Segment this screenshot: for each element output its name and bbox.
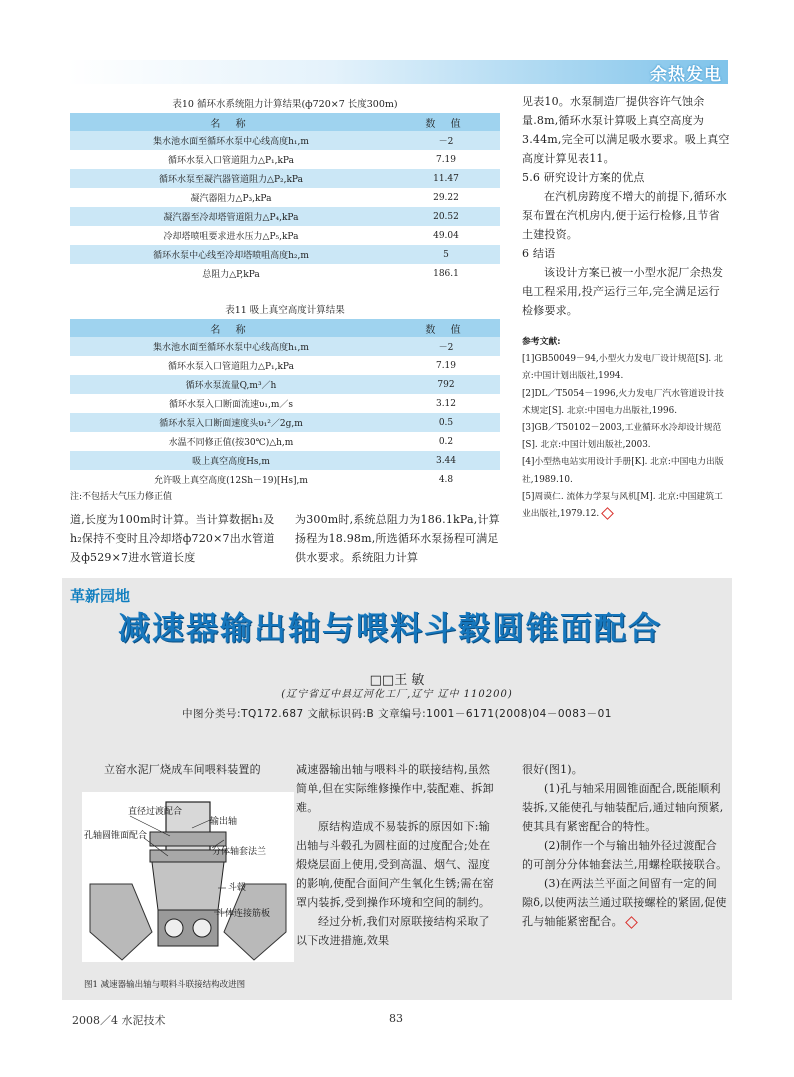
paragraph: 该设计方案已被一小型水泥厂余热发电工程采用,投产运行三年,完全满足运行检修要求。 (522, 266, 724, 317)
table-row (70, 188, 500, 207)
figure-label: 直径过渡配合 (128, 807, 183, 817)
table11-header-value: 数 值 (392, 319, 500, 337)
figure-label: 分体轴套法兰 (212, 847, 267, 857)
figure-label: 斗毂 (228, 883, 247, 893)
footer-page-number: 83 (389, 1012, 403, 1025)
article-meta: 中图分类号:TQ172.687 文献标识码:B 文章编号:1001－6171(2008)04－0083－01 (182, 708, 612, 720)
bolt-left (165, 919, 183, 937)
reference-item: [2]DL／T5054－1996,火力发电厂汽水管道设计技术规定[S]. 北京:中国电力出版社,1996. (522, 388, 724, 416)
reference-item: [4]小型热电站实用设计手册[K]. 北京:中国电力出版社,1989.10. (522, 457, 724, 485)
paragraph: (1)孔与轴采用圆锥面配合,既能顺利装拆,又能使孔与轴装配后,通过轴向预紧,使其具有紧密配合的特性。 (522, 782, 724, 833)
column-section-label: 革新园地 (70, 587, 131, 605)
article-title: 减速器输出轴与喂料斗毂圆锥面配合 (118, 609, 663, 647)
section-heading: 5.6 研究设计方案的优点 (522, 171, 645, 184)
table10-caption: 表10 循环水系统阻力计算结果(ф720×7 长度300m) (172, 99, 398, 110)
table10-cell-name: 总阻力△P,kPa (70, 264, 392, 283)
table11-cell-name: 水温不同修正值(按30℃)△h,m (70, 432, 392, 451)
table11-cell-value: 7.19 (392, 356, 500, 375)
table10-cell-name: 循环水泵至凝汽器管道阻力△P₂,kPa (70, 169, 392, 188)
table11 (70, 319, 500, 489)
table11-caption: 表11 吸上真空高度计算结果 (225, 305, 345, 316)
reference-item: [3]GB／T50102－2003,工业循环水冷却设计规范[S]. 北京:中国计划出版社,2003. (522, 423, 722, 451)
table10-header-name: 名 称 (70, 113, 392, 131)
figure-caption: 图1 减速器输出轴与喂料斗联接结构改进图 (84, 980, 246, 990)
table11-cell-name: 集水池水面至循环水泵中心线高度h₁,m (70, 337, 392, 356)
table11-cell-name: 循环水泵入口断面速度头υ₁²／2g,m (70, 413, 392, 432)
reference-item: [1]GB50049－94,小型火力发电厂设计规范[S]. 北京:中国计划出版社,1994. (522, 354, 723, 382)
table11-cell-value: 4.8 (392, 470, 500, 489)
table11-cell-value: 792 (392, 375, 500, 394)
table-row (70, 150, 500, 169)
table-row (70, 169, 500, 188)
table-row (70, 413, 500, 432)
upper-body-col2 (295, 510, 505, 567)
table10-header-value: 数 值 (392, 113, 500, 131)
table11-cell-value: 3.44 (392, 451, 500, 470)
flange-upper (150, 832, 226, 846)
article-col2 (296, 760, 500, 950)
table10-cell-value: －2 (392, 131, 500, 150)
table-row (70, 264, 500, 283)
paragraph: 见表10。水泵制造厂提供容许气蚀余量.8m,循环水泵计算吸上真空高度为3.44m,完全可以满足吸水要求。吸上真空高度计算见表11。 (522, 95, 730, 165)
paragraph: (2)制作一个与输出轴外径过渡配合的可剖分分体轴套法兰,用螺栓联接联合。 (522, 839, 728, 871)
paragraph: 为300m时,系统总阻力为186.1kPa,计算扬程为18.98m,所选循环水泵扬程可满足供水要求。系统阻力计算 (295, 513, 500, 564)
table-row (70, 226, 500, 245)
paragraph: 原结构造成不易装拆的原因如下:输出轴与斗毂孔为圆柱面的过度配合;处在煅烧层面上使用,受到高温、烟气、湿度的影响,使配合面间产生氧化生锈;需在窑罩内装拆,受到操作环境和空间的制约。 (296, 820, 495, 909)
upper-body-col1 (70, 510, 282, 567)
end-mark-icon (625, 916, 638, 929)
paragraph: 立窑水泥厂烧成车间喂料装置的 (104, 763, 261, 776)
table11-cell-name: 循环水泵入口管道阻力△P₁,kPa (70, 356, 392, 375)
table-row (70, 207, 500, 226)
end-mark-icon (601, 507, 614, 520)
bolt-right (193, 919, 211, 937)
hopper-hub (152, 862, 224, 910)
paragraph: 在汽机房跨度不增大的前提下,循环水泵布置在汽机房内,便于运行检修,且节省土建投资。 (522, 190, 727, 241)
reference-text: [5]周谟仁. 流体力学泵与风机[M]. 北京:中国建筑工业出版社,1979.12. (522, 491, 723, 520)
paragraph-text: (3)在两法兰平面之间留有一定的间隙δ,以使两法兰通过联接螺栓的紧固,促使孔与轴能紧密配合。 (522, 877, 727, 928)
figure-label: 孔轴圆锥面配合 (84, 831, 148, 841)
table10-cell-value: 186.1 (392, 264, 500, 283)
table11-cell-value: －2 (392, 337, 500, 356)
table10-cell-value: 20.52 (392, 207, 500, 226)
article-col3 (522, 760, 728, 931)
table10-cell-value: 7.19 (392, 150, 500, 169)
section-heading: 6 结语 (522, 247, 556, 260)
article-affiliation: (辽宁省辽中县辽河化工厂,辽宁 辽中 110200) (281, 689, 513, 700)
table11-note: 注:不包括大气压力修正值 (70, 492, 173, 502)
table10-cell-value: 29.22 (392, 188, 500, 207)
table10-cell-name: 循环水泵中心线至冷却塔喷咀高度h₂,m (70, 245, 392, 264)
table10-cell-name: 冷却塔喷咀要求进水压力△P₅,kPa (70, 226, 392, 245)
table11-cell-value: 0.2 (392, 432, 500, 451)
table-row (70, 245, 500, 264)
table11-cell-name: 循环水泵入口断面流速υ₁,m／s (70, 394, 392, 413)
table-row (70, 432, 500, 451)
table10-cell-name: 集水池水面至循环水泵中心线高度h₁,m (70, 131, 392, 150)
table11-cell-name: 吸上真空高度Hs,m (70, 451, 392, 470)
reference-item (522, 489, 730, 523)
figure-1-diagram (82, 792, 294, 962)
article-col1 (82, 760, 292, 779)
table-row (70, 451, 500, 470)
table10 (70, 113, 500, 283)
table-row (70, 337, 500, 356)
table10-cell-name: 凝汽器阻力△P₃,kPa (70, 188, 392, 207)
table11-header-name: 名 称 (70, 319, 392, 337)
figure-label: 输出轴 (210, 817, 238, 827)
table11-cell-value: 0.5 (392, 413, 500, 432)
paragraph (522, 874, 728, 931)
table11-cell-value: 3.12 (392, 394, 500, 413)
table-row (70, 470, 500, 489)
table11-cell-name: 允许吸上真空高度(12Sh－19)[Hs],m (70, 470, 392, 489)
table10-cell-name: 凝汽器至冷却塔管道阻力△P₄,kPa (70, 207, 392, 226)
paragraph: 经过分析,我们对原联接结构采取了以下改进措施,效果 (296, 915, 490, 947)
section-header-label: 余热发电 (650, 65, 722, 85)
right-column (522, 92, 730, 320)
table-row (70, 131, 500, 150)
table11-cell-name: 循环水泵流量Q,m³／h (70, 375, 392, 394)
header-band (68, 60, 728, 84)
table-row (70, 356, 500, 375)
paragraph: 很好(图1)。 (522, 763, 583, 776)
table10-cell-name: 循环水泵入口管道阻力△P₁,kPa (70, 150, 392, 169)
table10-cell-value: 5 (392, 245, 500, 264)
paragraph: 道,长度为100m时计算。当计算数据h₁及h₂保持不变时且冷却塔ф720×7出水管道及ф529×7进水管道长度 (70, 513, 275, 564)
references-title: 参考文献: (522, 337, 561, 347)
table-row (70, 375, 500, 394)
paragraph: 减速器输出轴与喂料斗的联接结构,虽然简单,但在实际维修操作中,装配难、拆卸难。 (296, 763, 494, 814)
table10-cell-value: 49.04 (392, 226, 500, 245)
footer-journal: 2008／4 水泥技术 (72, 1014, 166, 1027)
article-author: □□王 敏 (369, 673, 425, 688)
figure-label: 斗体连接筋板 (216, 909, 271, 919)
table10-cell-value: 11.47 (392, 169, 500, 188)
table-row (70, 394, 500, 413)
references (522, 334, 730, 523)
